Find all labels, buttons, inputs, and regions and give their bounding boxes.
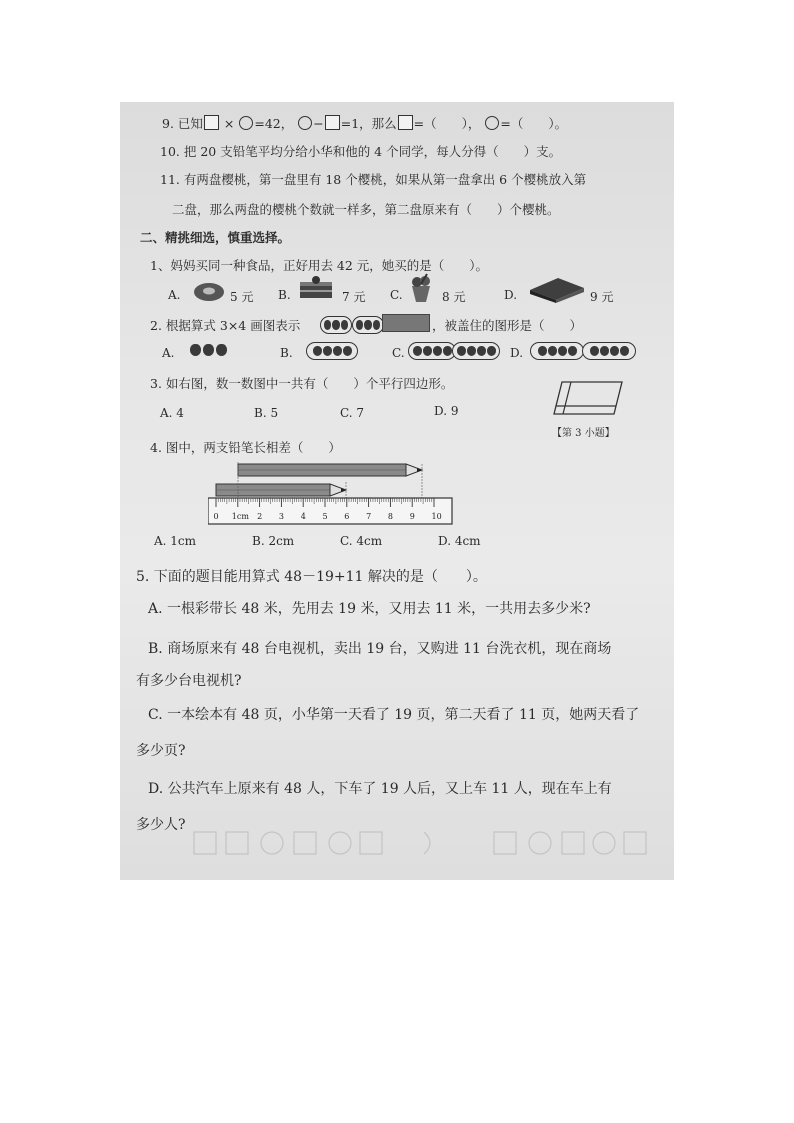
- photographed-worksheet: [120, 102, 674, 880]
- ruler-label: 0: [213, 512, 219, 521]
- q9-text-c: =42，: [254, 116, 294, 131]
- q9-text-a: 9. 已知: [162, 116, 203, 131]
- choice-3-stem: 3. 如右图，数一数图中一共有（ ）个平行四边形。: [150, 376, 454, 391]
- choice-2-stem-b: ，被盖住的图形是（ ）: [432, 318, 583, 333]
- square-symbol: [398, 115, 413, 130]
- c1-option-d-letter: D.: [504, 288, 518, 302]
- choice-1-stem: 1、妈妈买同一种食品，正好用去 42 元，她买的是（ ）。: [150, 258, 489, 273]
- ruler-label: 9: [409, 512, 415, 521]
- question-10: 10. 把 20 支铅笔平均分给小华和他的 4 个同学，每人分得（ ）支。: [160, 144, 562, 159]
- c3-option-d: D. 9: [434, 404, 459, 418]
- c5-option-d-line2: 多少人?: [136, 817, 186, 833]
- square-symbol: [325, 115, 340, 130]
- c5-option-b-line1: B. 商场原来有 48 台电视机，卖出 19 台，又购进 11 台洗衣机，现在商场: [148, 641, 612, 657]
- c2-option-a-letter: A.: [162, 346, 175, 360]
- q9-text-g: =（ ）。: [500, 116, 568, 131]
- cake-slice-icon: [528, 274, 586, 304]
- pencils-and-ruler: [208, 458, 454, 528]
- strawberry-group-3: [320, 316, 352, 334]
- circle-symbol: [239, 116, 253, 130]
- bleed-through-shapes: [134, 824, 654, 864]
- c2-option-c-group: [452, 342, 500, 360]
- c2-option-c-group: [408, 342, 456, 360]
- c4-option-a: A. 1cm: [154, 534, 197, 548]
- c1-option-d-price: 9 元: [590, 290, 614, 304]
- choice-4-stem: 4. 图中，两支铅笔长相差（ ）: [150, 440, 341, 455]
- c2-option-b-letter: B.: [280, 346, 293, 360]
- c5-option-c-line2: 多少页?: [136, 743, 186, 759]
- c3-option-a: A. 4: [160, 406, 184, 420]
- square-symbol: [204, 115, 219, 130]
- circle-symbol: [298, 116, 312, 130]
- c2-option-d-group: [530, 342, 584, 360]
- ruler-label: 2: [257, 512, 263, 521]
- choice-5-stem: 5. 下面的题目能用算式 48－19+11 解决的是（ ）。: [136, 569, 487, 585]
- covered-box: [382, 314, 430, 332]
- ruler-label: 8: [387, 512, 393, 521]
- c1-option-b-price: 7 元: [342, 290, 366, 304]
- ruler-label: 1cm: [231, 512, 249, 521]
- c2-option-d-group: [582, 342, 636, 360]
- long-pencil: [238, 464, 422, 476]
- c1-option-a-price: 5 元: [230, 290, 254, 304]
- c2-option-d-letter: D.: [510, 346, 524, 360]
- q9-text-e: =1，那么: [340, 116, 397, 131]
- q9-text-f: =（ ），: [413, 116, 481, 131]
- question-11-line1: 11. 有两盘樱桃，第一盘里有 18 个樱桃，如果从第一盘拿出 6 个樱桃放入第: [160, 172, 587, 187]
- c5-option-b-line2: 有多少台电视机?: [136, 673, 242, 689]
- c2-option-a-strawberries: [190, 344, 227, 356]
- question-9: [162, 114, 567, 132]
- question-11-line2: 二盘，那么两盘的樱桃个数就一样多，第二盘原来有（ ）个樱桃。: [172, 202, 560, 217]
- donut-icon: [192, 280, 226, 302]
- ruler-label: 6: [344, 512, 350, 521]
- c3-option-b: B. 5: [254, 406, 279, 420]
- q9-times: ×: [223, 116, 235, 131]
- c3-option-c: C. 7: [340, 406, 365, 420]
- c5-option-d-line1: D. 公共汽车上原来有 48 人，下车了 19 人后，又上车 11 人，现在车上有: [148, 781, 612, 797]
- q9-minus: −: [313, 116, 324, 131]
- choice-2-stem-a: 2. 根据算式 3×4 画图表示: [150, 318, 301, 333]
- c3-caption: 【第 3 小题】: [552, 428, 615, 439]
- short-pencil: [216, 484, 346, 496]
- c4-option-c: C. 4cm: [340, 534, 383, 548]
- cake-icon: [296, 274, 336, 302]
- c1-option-b-letter: B.: [278, 288, 291, 302]
- ice-cream-cup-icon: [407, 272, 435, 304]
- c4-option-b: B. 2cm: [252, 534, 295, 548]
- c1-option-a-letter: A.: [168, 288, 181, 302]
- c1-option-c-price: 8 元: [442, 290, 466, 304]
- ruler-label: 5: [322, 512, 328, 521]
- c4-option-d: D. 4cm: [438, 534, 481, 548]
- c2-option-c-letter: C.: [392, 346, 405, 360]
- parallelogram-figure: [552, 378, 624, 418]
- section-heading: 二、精挑细选，慎重选择。: [140, 230, 291, 245]
- c1-option-c-letter: C.: [390, 288, 403, 302]
- c5-option-c-line1: C. 一本绘本有 48 页，小华第一天看了 19 页，第二天看了 11 页，她两天看了: [148, 707, 640, 723]
- c2-option-b-strawberries: [306, 342, 358, 360]
- c5-option-a: A. 一根彩带长 48 米，先用去 19 米，又用去 11 米，一共用去多少米?: [148, 601, 591, 617]
- circle-symbol: [485, 116, 499, 130]
- ruler-label: 4: [300, 512, 306, 521]
- ruler-label: 10: [431, 512, 442, 521]
- strawberry-group-3: [352, 316, 384, 334]
- ruler-label: 3: [278, 512, 284, 521]
- ruler-label: 7: [366, 512, 372, 521]
